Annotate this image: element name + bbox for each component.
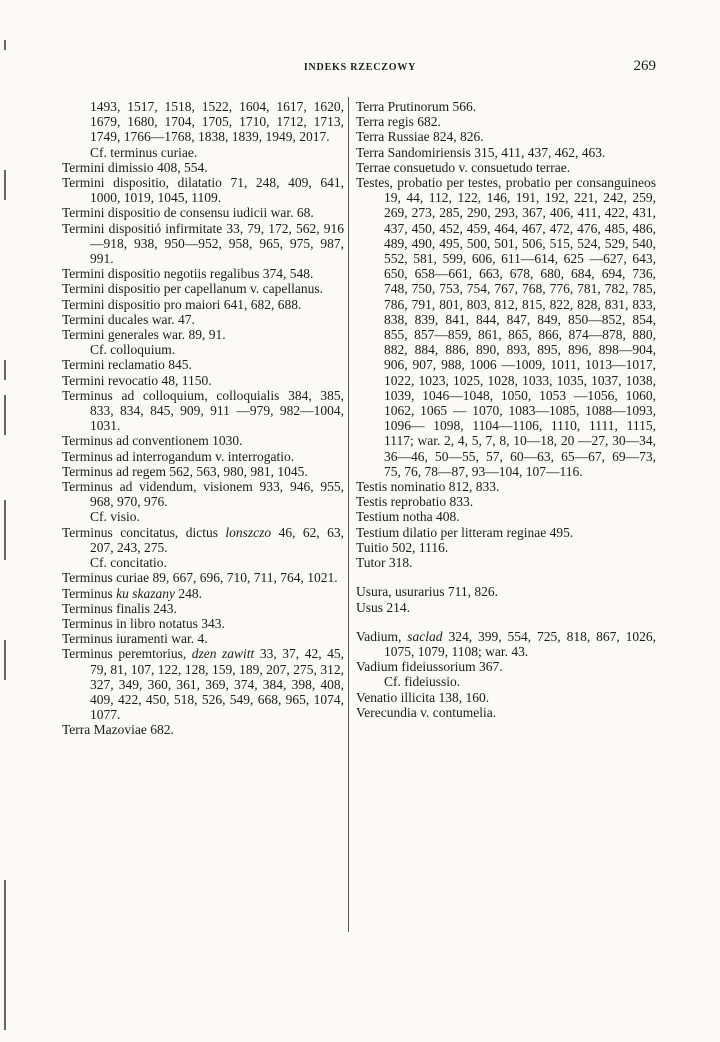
polish-term: lonszczo — [225, 524, 272, 540]
index-entry — [356, 629, 656, 659]
index-entry — [356, 509, 656, 524]
index-entry — [62, 479, 344, 509]
index-heading: Termini dispositio pro maiori 641, 682, 688. — [62, 296, 302, 312]
index-heading: Testium notha 408. — [356, 509, 460, 525]
index-entry — [356, 114, 656, 129]
index-heading: Terminus ad colloquium, colloquialis 384, 385, 833, 834, 845, 909, 911 —979, 982—1004, 1031. — [62, 387, 344, 434]
index-entry — [356, 175, 656, 479]
index-heading: Termini dispositio per capellanum v. capellanus. — [62, 281, 323, 297]
index-entry — [356, 479, 656, 494]
index-heading: Termini dimissio 408, 554. — [62, 159, 208, 175]
index-entry — [62, 221, 344, 267]
index-entry — [62, 722, 344, 737]
polish-term: saclad — [407, 628, 443, 644]
running-header: INDEKS RZECZOWY — [303, 62, 417, 73]
index-entry — [62, 266, 344, 281]
index-entry — [62, 631, 344, 646]
index-entry — [62, 509, 344, 524]
index-entry — [356, 129, 656, 144]
index-entry — [356, 584, 656, 599]
index-entry — [356, 525, 656, 540]
index-heading: Terminus iuramenti war. 4. — [62, 631, 208, 647]
cross-reference: Cf. fideiussio. — [384, 674, 461, 690]
index-entry — [62, 601, 344, 616]
index-heading: Terminus ad regem 562, 563, 980, 981, 1045. — [62, 463, 308, 479]
index-heading: Terminus ad interrogandum v. interrogatio. — [62, 448, 295, 464]
index-heading: Terra Mazoviae 682. — [62, 722, 174, 738]
index-heading: Terra regis 682. — [356, 114, 441, 130]
index-entry — [356, 145, 656, 160]
index-heading: Terra Prutinorum 566. — [356, 99, 477, 114]
index-entry — [356, 674, 656, 689]
index-heading: Testis nominatio 812, 833. — [356, 479, 500, 495]
index-entry — [62, 449, 344, 464]
index-heading: Verecundia v. contumelia. — [356, 704, 497, 720]
index-entry — [62, 99, 344, 145]
index-heading: Terminus curiae 89, 667, 696, 710, 711, 764, 1021. — [62, 570, 338, 586]
index-heading: Terminus finalis 243. — [62, 600, 177, 616]
index-heading: Testis reprobatio 833. — [356, 494, 474, 510]
polish-term: dzen zawitt — [191, 646, 255, 662]
polish-term: ku skazany — [116, 585, 176, 601]
cross-reference: Cf. concitatio. — [90, 555, 167, 571]
column-divider — [348, 97, 349, 932]
index-heading: Termini ducales war. 47. — [62, 311, 195, 327]
index-entry — [62, 464, 344, 479]
index-heading: Testium dilatio per litteram reginae 495. — [356, 524, 574, 540]
index-entry — [356, 690, 656, 705]
index-entry — [62, 205, 344, 220]
index-heading: Termini dispositio de consensu iudicii war. 68. — [62, 205, 314, 221]
index-heading: Termini dispositió infirmitate 33, 79, 172, 562, 916—918, 938, 950—952, 958, 965, 975, 987, 991. — [62, 220, 344, 267]
index-entry — [62, 525, 344, 555]
index-heading: Terminus in libro notatus 343. — [62, 615, 225, 631]
index-entry — [62, 616, 344, 631]
index-heading: Termini generales war. 89, 91. — [62, 327, 226, 343]
section-spacer — [356, 570, 656, 584]
index-heading: Usus 214. — [356, 599, 411, 615]
index-column-left — [62, 99, 344, 738]
index-heading: Terra Sandomiriensis 315, 411, 437, 462, 463. — [356, 144, 606, 160]
index-entry — [62, 373, 344, 388]
cross-reference: Cf. visio. — [90, 509, 140, 525]
index-entry — [356, 659, 656, 674]
index-heading: Tuitio 502, 1116. — [356, 539, 449, 555]
cross-reference: Cf. terminus curiae. — [90, 144, 198, 160]
index-entry — [62, 145, 344, 160]
index-heading: Terminus ad conventionem 1030. — [62, 433, 243, 449]
index-heading: Tutor 318. — [356, 555, 413, 571]
index-heading: Vadium, saclad 324, 399, 554, 725, 818, 867, 1026, 1075, 1079, 1108; war. 43. — [356, 628, 656, 659]
scan-edge-marks — [4, 0, 7, 1042]
index-heading: Venatio illicita 138, 160. — [356, 689, 490, 705]
index-entry — [62, 175, 344, 205]
index-entry — [62, 327, 344, 342]
index-heading: Terminus ad videndum, visionem 933, 946, 955, 968, 970, 976. — [62, 479, 344, 510]
index-heading: Terminus ku skazany 248. — [62, 585, 203, 601]
index-heading: Usura, usurarius 711, 826. — [356, 584, 498, 600]
index-heading: Termini dispositio, dilatatio 71, 248, 409, 641, 1000, 1019, 1045, 1109. — [62, 175, 344, 206]
index-entry — [62, 357, 344, 372]
cross-reference: Cf. colloquium. — [90, 342, 176, 358]
index-entry — [62, 160, 344, 175]
index-heading: Termini revocatio 48, 1150. — [62, 372, 212, 388]
index-heading: Testes, probatio per testes, probatio per consanguineos 19, 44, 112, 122, 146, 191, 192, 221, 242, 259, 269, 273, 285, 290, 293, 367, 406, 411, 422, 431, 437, 450, 452, 459, 464, 467, 472, 476, 485, 486, 489, 490, 495, 500, 501, 506, 515, 524, 529, 540, 552, 581, 599, 606, 611—614, 625 —627, 643, 650, 658—661, 663, 678, 680, 684, 694, 736, 748, 750, 753, 754, 767, 768, 776, 781, 782, 785, 786, 791, 801, 803, 812, 815, 822, 828, 831, 833, 838, 839, 841, 844, 847, 849, 850—852, 854, 855, 857—859, 861, 865, 866, 874—878, 880, 882, 884, 886, 890, 893, 895, 896, 898—904, 906, 907, 988, 1006 —1009, 1011, 1013—1017, 1022, 1023, 1025, 1028, 1033, 1035, 1037, 1038, 1039, 1046—1048, 1050, 1053 —1056, 1060, 1062, 1065 — 1070, 1083—1085, 1088—1093, 1096— 1098, 1104—1106, 1110, 1111, 1115, 1117; war. 2, 4, 5, 7, 8, 10—18, 20 —27, 30—34, 36—46, 50—55, 57, 60—63, 65—67, 69—73, 75, 76, 78—87, 93—104, 107—116. — [356, 175, 656, 479]
index-entry — [62, 342, 344, 357]
page-number: 269 — [633, 58, 656, 74]
index-entry — [62, 646, 344, 722]
index-column-right — [356, 99, 656, 720]
index-entry — [62, 555, 344, 570]
index-heading: Termini reclamatio 845. — [62, 357, 192, 373]
index-entry — [356, 555, 656, 570]
index-entry — [356, 705, 656, 720]
index-entry — [62, 388, 344, 434]
index-entry — [356, 600, 656, 615]
index-heading: Termini dispositio negotiis regalibus 374, 548. — [62, 266, 314, 282]
index-heading: Terminus concitatus, dictus lonszczo 46, 62, 63, 207, 243, 275. — [62, 524, 345, 555]
index-entry — [356, 160, 656, 175]
index-heading: Terra Russiae 824, 826. — [356, 129, 484, 145]
index-entry — [62, 586, 344, 601]
index-entry — [62, 312, 344, 327]
index-entry — [356, 540, 656, 555]
index-entry — [62, 297, 344, 312]
index-heading: 1493, 1517, 1518, 1522, 1604, 1617, 1620, 1679, 1680, 1704, 1705, 1710, 1712, 1713, 1749, 1766—1768, 1838, 1839, 1949, 2017. — [90, 99, 344, 145]
index-entry — [62, 433, 344, 448]
index-entry — [356, 494, 656, 509]
index-entry — [62, 570, 344, 585]
index-heading: Terrae consuetudo v. consuetudo terrae. — [356, 159, 571, 175]
index-heading: Terminus peremtorius, dzen zawitt 33, 37, 42, 45, 79, 81, 107, 122, 128, 159, 189, 207, 275, 312, 327, 349, 360, 361, 369, 374, 384, 398, 408, 409, 422, 450, 518, 526, 549, 668, 965, 1074, 1077. — [62, 646, 344, 723]
section-spacer — [356, 615, 656, 629]
index-entry — [62, 281, 344, 296]
index-entry — [356, 99, 656, 114]
index-heading: Vadium fideiussorium 367. — [356, 659, 503, 675]
